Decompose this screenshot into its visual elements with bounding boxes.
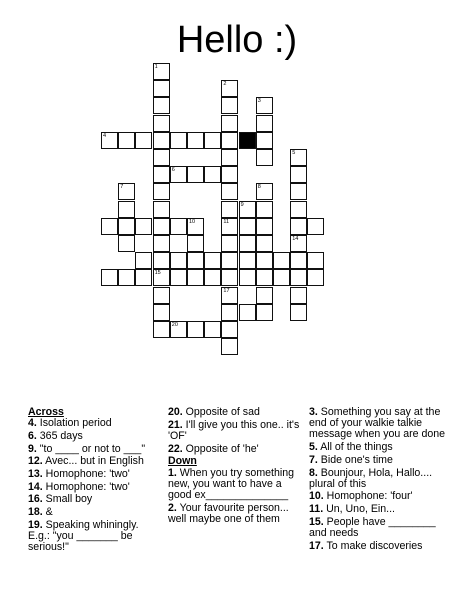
clue-number-label: 14. bbox=[28, 480, 43, 493]
across-clue bbox=[28, 444, 163, 455]
grid-cell[interactable] bbox=[204, 252, 221, 269]
grid-cell[interactable] bbox=[221, 269, 238, 286]
clue-number: 8 bbox=[257, 184, 261, 191]
clue-number-label: 4. bbox=[28, 417, 37, 430]
grid-cell[interactable] bbox=[256, 97, 273, 114]
clue-number-label: 20. bbox=[168, 406, 183, 418]
grid-cell[interactable] bbox=[170, 321, 187, 338]
clue-text: Homophone: 'two' bbox=[42, 480, 130, 493]
grid-cell[interactable] bbox=[187, 166, 204, 183]
clue-text: I'll give you this one.. it's 'OF' bbox=[168, 418, 300, 442]
grid-cell[interactable] bbox=[153, 183, 170, 200]
clue-text: Small boy bbox=[42, 493, 93, 506]
grid-cell[interactable] bbox=[256, 235, 273, 252]
clue-number-label: 13. bbox=[28, 468, 43, 481]
across-clue bbox=[28, 469, 163, 480]
grid-cell[interactable] bbox=[153, 80, 170, 97]
across-clue bbox=[168, 407, 305, 418]
clue-number: 9 bbox=[240, 201, 244, 208]
grid-cell[interactable] bbox=[204, 166, 221, 183]
grid-cell[interactable] bbox=[153, 252, 170, 269]
grid-cell[interactable] bbox=[101, 132, 118, 149]
clues-column-1 bbox=[28, 407, 163, 555]
grid-cell[interactable] bbox=[153, 235, 170, 252]
grid-cell[interactable] bbox=[170, 166, 187, 183]
grid-cell[interactable] bbox=[118, 269, 135, 286]
down-clue bbox=[309, 517, 449, 539]
clue-number-label: 15. bbox=[309, 515, 324, 528]
across-clue bbox=[28, 482, 163, 493]
clue-text: Bounjour, Hola, Hallo.... plural of this bbox=[309, 466, 433, 490]
clue-number: 11 bbox=[223, 218, 230, 225]
grid-cell[interactable] bbox=[153, 287, 170, 304]
down-clue bbox=[309, 407, 449, 441]
clue-text: Bide one's time bbox=[317, 453, 393, 466]
clue-text: Something you say at the end of your walkie talkie message when you are done bbox=[309, 406, 446, 441]
clue-text: 365 days bbox=[36, 429, 83, 442]
clue-number-label: 2. bbox=[168, 501, 177, 514]
grid-cell[interactable] bbox=[290, 269, 307, 286]
grid-cell[interactable] bbox=[256, 115, 273, 132]
grid-cell[interactable] bbox=[221, 97, 238, 114]
clue-text: Avec... but in English bbox=[42, 455, 144, 468]
grid-cell[interactable] bbox=[221, 235, 238, 252]
grid-cell[interactable] bbox=[221, 304, 238, 321]
grid-cell[interactable] bbox=[221, 115, 238, 132]
grid-cell[interactable] bbox=[221, 80, 238, 97]
grid-cell[interactable] bbox=[170, 132, 187, 149]
grid-cell[interactable] bbox=[153, 304, 170, 321]
grid-cell[interactable] bbox=[118, 132, 135, 149]
grid-cell[interactable] bbox=[187, 218, 204, 235]
clue-number: 1 bbox=[154, 64, 158, 70]
clue-number-label: 19. bbox=[28, 518, 43, 531]
grid-cell[interactable] bbox=[187, 235, 204, 252]
clue-text: All of the things bbox=[317, 441, 393, 454]
across-clue bbox=[168, 444, 305, 455]
grid-cell[interactable] bbox=[221, 321, 238, 338]
grid-cell[interactable] bbox=[204, 132, 221, 149]
clue-number-label: 18. bbox=[28, 506, 43, 519]
across-heading: Across bbox=[28, 406, 64, 418]
down-clue bbox=[168, 468, 305, 502]
grid-cell[interactable] bbox=[290, 252, 307, 269]
clue-text: Your favourite person... well maybe one of them bbox=[168, 501, 289, 525]
clue-text: Homophone: 'two' bbox=[42, 468, 130, 481]
grid-cell[interactable] bbox=[204, 321, 221, 338]
grid-cell[interactable] bbox=[256, 218, 273, 235]
grid-cell[interactable] bbox=[290, 304, 307, 321]
grid-cell[interactable] bbox=[221, 287, 238, 304]
grid-cell[interactable] bbox=[221, 338, 238, 355]
clue-number-label: 3. bbox=[309, 406, 318, 418]
grid-cell[interactable] bbox=[239, 304, 256, 321]
grid-cell[interactable] bbox=[290, 166, 307, 183]
clue-number-label: 11. bbox=[309, 503, 324, 516]
grid-cell[interactable] bbox=[101, 269, 118, 286]
clue-number-label: 10. bbox=[309, 490, 324, 503]
clue-number: 7 bbox=[120, 184, 124, 191]
clue-text: Opposite of sad bbox=[182, 406, 260, 418]
grid-cell[interactable] bbox=[153, 218, 170, 235]
grid-cell[interactable] bbox=[153, 201, 170, 218]
grid-cell[interactable] bbox=[256, 287, 273, 304]
down-clue bbox=[309, 491, 449, 502]
grid-cell[interactable] bbox=[118, 201, 135, 218]
grid-cell[interactable] bbox=[170, 269, 187, 286]
clue-text: Un, Uno, Ein... bbox=[323, 503, 395, 516]
across-clue bbox=[28, 494, 163, 505]
clue-text: Isolation period bbox=[36, 417, 112, 430]
grid-cell[interactable] bbox=[153, 166, 170, 183]
grid-cell[interactable] bbox=[290, 218, 307, 235]
clue-number: 15 bbox=[154, 270, 161, 277]
grid-cell[interactable] bbox=[256, 132, 273, 149]
across-clue bbox=[28, 520, 163, 554]
down-clue bbox=[168, 503, 305, 525]
grid-cell[interactable] bbox=[273, 269, 290, 286]
across-clue bbox=[28, 418, 163, 429]
grid-cell[interactable] bbox=[239, 201, 256, 218]
clue-number-label: 9. bbox=[28, 442, 37, 455]
grid-cell[interactable] bbox=[290, 201, 307, 218]
grid-cell[interactable] bbox=[290, 287, 307, 304]
grid-cell[interactable] bbox=[118, 218, 135, 235]
grid-cell[interactable] bbox=[187, 321, 204, 338]
clue-text: "to ____ or not to ___" bbox=[36, 442, 146, 455]
clue-number: 14 bbox=[292, 236, 299, 242]
grid-cell[interactable] bbox=[135, 132, 152, 149]
down-clue bbox=[309, 442, 449, 453]
clue-text: Speaking whiningly. E.g.: "you _______ be serious!" bbox=[28, 518, 139, 554]
grid-cell[interactable] bbox=[118, 183, 135, 200]
grid-cell[interactable] bbox=[256, 183, 273, 200]
grid-cell[interactable] bbox=[187, 252, 204, 269]
clue-number: 5 bbox=[292, 150, 296, 156]
down-clue bbox=[309, 468, 449, 490]
clue-number-label: 16. bbox=[28, 493, 43, 506]
grid-cell[interactable] bbox=[118, 235, 135, 252]
grid-cell[interactable] bbox=[290, 183, 307, 200]
clue-number: 20 bbox=[171, 322, 178, 328]
grid-cell[interactable] bbox=[204, 269, 221, 286]
clues-column-3 bbox=[309, 407, 449, 553]
clue-number: 2 bbox=[223, 81, 227, 88]
grid-cell[interactable] bbox=[187, 132, 204, 149]
clue-number-label: 12. bbox=[28, 455, 43, 468]
clue-text: When you try something new, you want to have a good ex______________ bbox=[168, 466, 295, 501]
grid-cell[interactable] bbox=[290, 149, 307, 166]
clue-text: Homophone: 'four' bbox=[323, 490, 413, 503]
clue-number: 3 bbox=[257, 98, 261, 105]
down-clue bbox=[309, 504, 449, 515]
grid-cell[interactable] bbox=[170, 218, 187, 235]
across-clue bbox=[28, 431, 163, 442]
black-square bbox=[239, 132, 256, 149]
grid-cell[interactable] bbox=[307, 269, 324, 286]
grid-cell[interactable] bbox=[221, 218, 238, 235]
grid-cell[interactable] bbox=[221, 252, 238, 269]
grid-cell[interactable] bbox=[256, 304, 273, 321]
clue-number-label: 21. bbox=[168, 418, 183, 431]
clue-number-label: 7. bbox=[309, 453, 318, 466]
clue-number-label: 17. bbox=[309, 539, 324, 552]
grid-cell[interactable] bbox=[256, 149, 273, 166]
grid-cell[interactable] bbox=[170, 252, 187, 269]
clue-number-label: 5. bbox=[309, 441, 318, 454]
grid-cell[interactable] bbox=[135, 218, 152, 235]
grid-cell[interactable] bbox=[239, 235, 256, 252]
down-clue bbox=[309, 455, 449, 466]
grid-cell[interactable] bbox=[153, 63, 170, 80]
clue-text: & bbox=[42, 506, 53, 519]
clue-text: Opposite of 'he' bbox=[182, 442, 259, 455]
clue-number: 6 bbox=[171, 167, 175, 174]
clues-column-2 bbox=[168, 407, 305, 527]
grid-cell[interactable] bbox=[153, 115, 170, 132]
clue-number-label: 22. bbox=[168, 442, 183, 455]
across-clue bbox=[168, 420, 305, 442]
grid-cell[interactable] bbox=[239, 269, 256, 286]
grid-cell[interactable] bbox=[187, 269, 204, 286]
grid-cell[interactable] bbox=[221, 149, 238, 166]
clue-number-label: 8. bbox=[309, 466, 318, 479]
grid-cell[interactable] bbox=[221, 183, 238, 200]
grid-cell[interactable] bbox=[153, 269, 170, 286]
clue-number-label: 1. bbox=[168, 466, 177, 479]
grid-cell[interactable] bbox=[256, 252, 273, 269]
grid-cell[interactable] bbox=[153, 97, 170, 114]
grid-cell[interactable] bbox=[221, 132, 238, 149]
clue-number: 4 bbox=[103, 132, 107, 139]
grid-cell[interactable] bbox=[221, 166, 238, 183]
clue-number-label: 6. bbox=[28, 429, 37, 442]
grid-cell[interactable] bbox=[135, 269, 152, 286]
grid-cell[interactable] bbox=[221, 201, 238, 218]
clue-text: To make discoveries bbox=[323, 539, 423, 552]
clue-text: People have ________ and needs bbox=[309, 515, 436, 540]
grid-cell[interactable] bbox=[256, 269, 273, 286]
grid-cell[interactable] bbox=[101, 218, 118, 235]
page-title: Hello :) bbox=[176, 19, 298, 61]
grid-cell[interactable] bbox=[273, 252, 290, 269]
grid-cell[interactable] bbox=[135, 252, 152, 269]
clue-number: 17 bbox=[223, 287, 230, 294]
grid-cell[interactable] bbox=[153, 132, 170, 149]
grid-cell[interactable] bbox=[153, 149, 170, 166]
grid-cell[interactable] bbox=[307, 218, 324, 235]
grid-cell[interactable] bbox=[256, 201, 273, 218]
across-clue bbox=[28, 456, 163, 467]
down-clue bbox=[309, 541, 449, 552]
down-heading: Down bbox=[168, 455, 197, 468]
grid-cell[interactable] bbox=[239, 252, 256, 269]
grid-cell[interactable] bbox=[307, 252, 324, 269]
grid-cell[interactable] bbox=[153, 321, 170, 338]
grid-cell[interactable] bbox=[239, 218, 256, 235]
grid-cell[interactable] bbox=[290, 235, 307, 252]
across-clue bbox=[28, 507, 163, 518]
clue-number: 10 bbox=[189, 218, 196, 225]
